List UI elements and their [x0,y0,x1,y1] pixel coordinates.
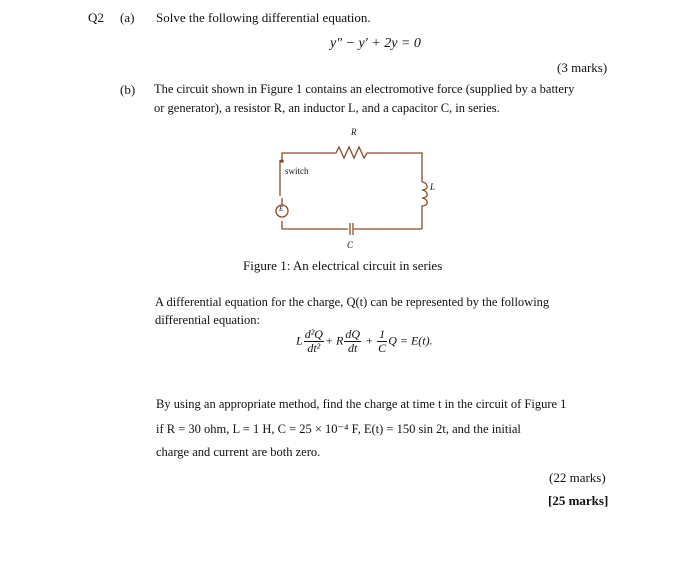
part-a-label: (a) [120,10,135,25]
label-r: R [351,127,357,137]
part-b-marks: (22 marks) [549,470,606,485]
eq-c: C [378,341,387,355]
part-b-intro-line1: The circuit shown in Figure 1 contains an electromotive force (supplied by a battery [154,82,575,96]
part-a-text: Solve the following differential equation. [156,10,371,25]
question-number: Q2 [88,10,104,25]
eq-dq: dQ [345,327,361,341]
eq-second-derivative [304,328,324,355]
eq-rhs: Q = E(t). [388,333,433,348]
part-a-marks: (3 marks) [557,60,608,75]
circuit-figure [266,124,442,258]
label-l: L [430,182,436,192]
eq-plus-r: + R [324,333,344,348]
eq-plus: + [365,333,374,348]
eq-dt: dt [348,341,358,355]
eq-dt2: dt² [307,341,321,355]
circuit-equation [296,328,433,355]
de-intro-line2: differential equation: [155,313,260,327]
eq-reciprocal-c [377,328,387,355]
eq-d2q: d²Q [304,327,323,341]
task-line1: By using an appropriate method, find the charge at time t in the circuit of Figure 1 [156,397,567,411]
total-marks: [25 marks] [548,493,609,508]
label-switch: switch [285,166,309,176]
label-c: C [347,240,354,250]
label-e: E [279,205,284,213]
part-a-equation: y″ − y′ + 2y = 0 [330,36,421,51]
eq-first-derivative [344,328,361,355]
eq-l: L [296,333,303,348]
task-line2: if R = 30 ohm, L = 1 H, C = 25 × 10⁻⁴ F, E(t) = 150 sin 2t, and the initial [156,422,521,436]
figure-caption: Figure 1: An electrical circuit in series [243,258,443,273]
task-line3: charge and current are both zero. [156,445,321,459]
eq-one: 1 [377,328,387,342]
de-intro-line1: A differential equation for the charge, Q(t) can be represented by the following [155,295,550,309]
part-b-intro-line2: or generator), a resistor R, an inductor L, and a capacitor C, in series. [154,101,500,115]
part-b-label: (b) [120,82,136,97]
